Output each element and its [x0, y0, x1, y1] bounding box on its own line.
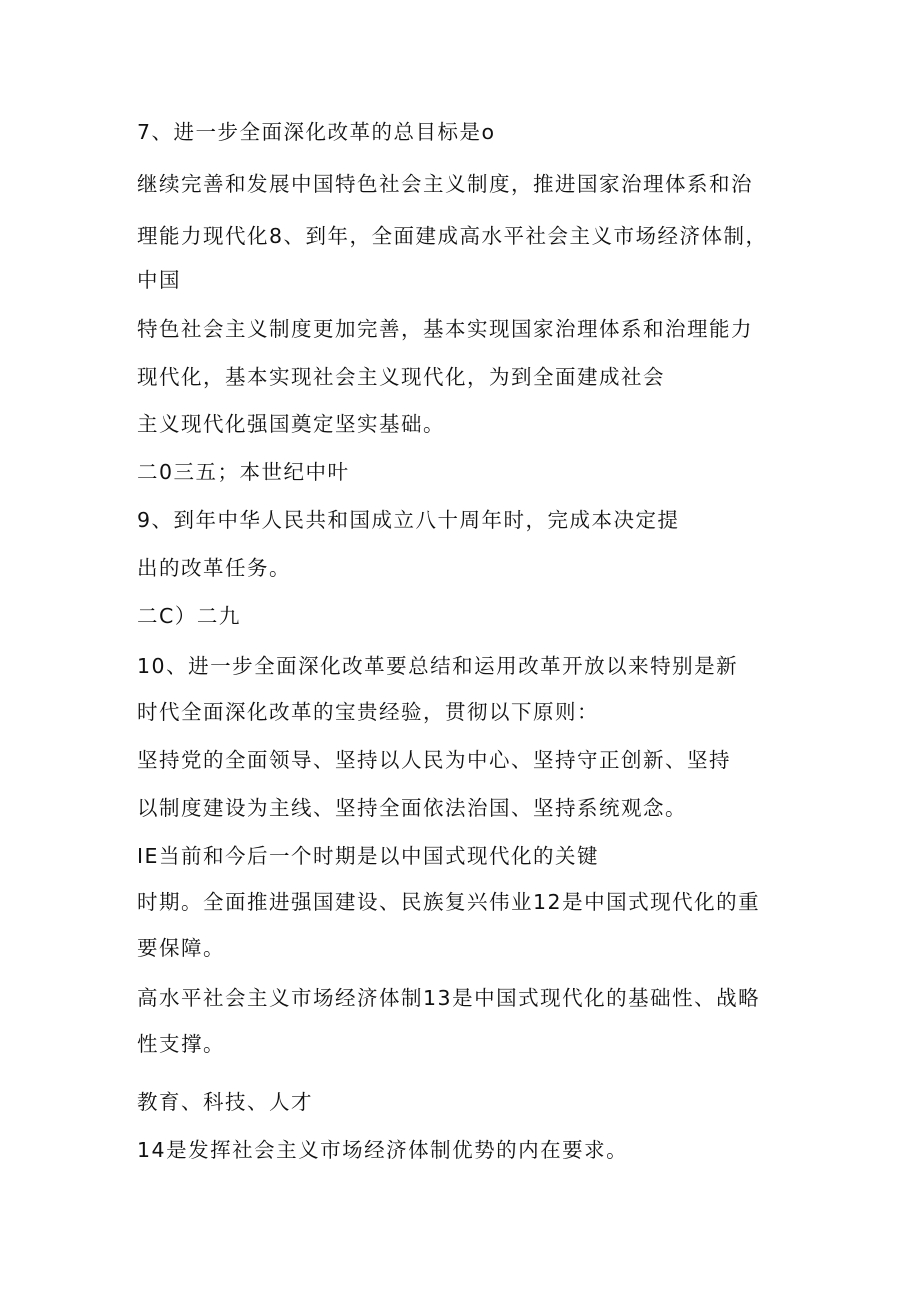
text-line-q8-answer: 二0三五；本世纪中叶: [137, 460, 350, 484]
text-line-q10-answer-2: 以制度建设为主线、坚持全面依法治国、坚持系统观念。: [137, 796, 687, 820]
text-line-q7-answer-2: 理能力现代化8、到年，全面建成高水平社会主义市场经济体制，: [137, 224, 768, 248]
text-line-q13-1: 高水平社会主义市场经济体制13是中国式现代化的基础性、战略: [137, 986, 761, 1010]
text-line-q14: 14是发挥社会主义市场经济体制优势的内在要求。: [137, 1138, 629, 1162]
text-line-q11: IE当前和今后一个时期是以中国式现代化的关键: [137, 844, 599, 868]
text-line-q10-1: 10、进一步全面深化改革要总结和运用改革开放以来特别是新: [137, 654, 739, 678]
text-line-q10-2: 时代全面深化改革的宝贵经验，贯彻以下原则：: [137, 700, 599, 724]
text-line-q11-answer-1: 时期。全面推进强国建设、民族复兴伟业12是中国式现代化的重: [137, 890, 761, 914]
text-line-q8-3: 现代化，基本实现社会主义现代化，为到全面建成社会: [137, 365, 665, 389]
text-line-q13-answer: 教育、科技、人才: [137, 1090, 313, 1114]
text-line-q9-answer: 二C）二九: [137, 604, 241, 628]
text-line-q10-answer-1: 坚持党的全面领导、坚持以人民为中心、坚持守正创新、坚持: [137, 748, 731, 772]
text-line-q11-answer-2: 要保障。: [137, 936, 225, 960]
text-line-q13-2: 性支撑。: [137, 1032, 225, 1056]
text-line-q9-2: 出的改革任务。: [137, 556, 291, 580]
text-line-q8-2: 特色社会主义制度更加完善，基本实现国家治理体系和治理能力: [137, 317, 753, 341]
text-line-q9-1: 9、到年中华人民共和国成立八十周年时，完成本决定提: [137, 508, 680, 532]
text-line-q7-answer-1: 继续完善和发展中国特色社会主义制度，推进国家治理体系和治: [137, 172, 753, 196]
text-line-q8-4: 主义现代化强国奠定坚实基础。: [137, 412, 445, 436]
text-line-q8-1: 中国: [137, 268, 181, 292]
text-line-q7: 7、进一步全面深化改革的总目标是o: [137, 120, 496, 144]
